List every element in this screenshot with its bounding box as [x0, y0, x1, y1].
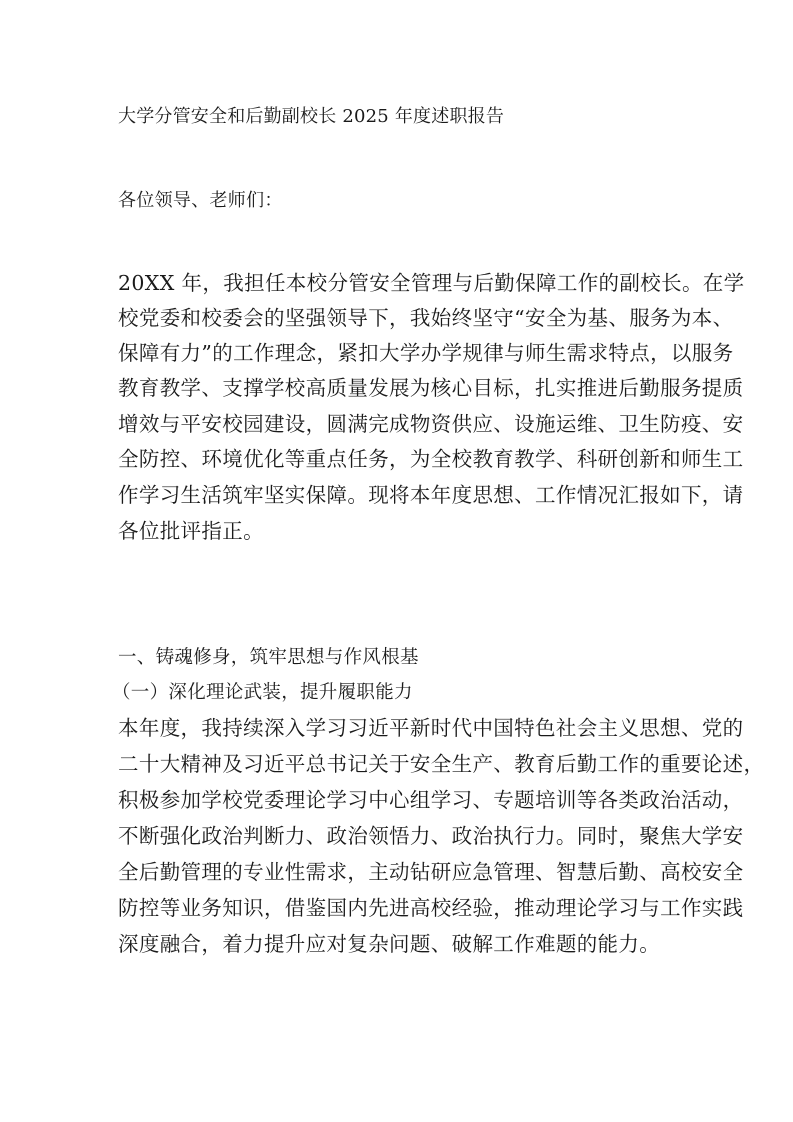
paragraph-line: 全防控、环境优化等重点任务，为全校教育教学、科研创新和师生工: [118, 447, 744, 471]
paragraph-line: 20XX 年，我担任本校分管安全管理与后勤保障工作的副校长。在学: [118, 271, 745, 295]
paragraph-line: 防控等业务知识，借鉴国内先进高校经验，推动理论学习与工作实践: [118, 896, 744, 920]
section-heading: 一、铸魂修身，筑牢思想与作风根基: [118, 647, 419, 668]
paragraph-line: 作学习生活筑牢坚实保障。现将本年度思想、工作情况汇报如下，请: [118, 483, 744, 507]
document-title: 大学分管安全和后勤副校长 2025 年度述职报告: [118, 106, 505, 127]
paragraph-line: 增效与平安校园建设，圆满完成物资供应、设施运维、卫生防疫、安: [118, 412, 744, 436]
paragraph-line: 深度融合，着力提升应对复杂问题、破解工作难题的能力。: [118, 932, 661, 956]
paragraph-line: 本年度，我持续深入学习习近平新时代中国特色社会主义思想、党的: [118, 716, 744, 740]
paragraph-line: 全后勤管理的专业性需求，主动钻研应急管理、智慧后勤、高校安全: [118, 860, 744, 884]
paragraph-line: 各位批评指正。: [118, 519, 264, 543]
paragraph-line: 教育教学、支撑学校高质量发展为核心目标，扎实推进后勤服务提质: [118, 376, 744, 400]
paragraph-line: 校党委和校委会的坚强领导下，我始终坚守“安全为基、服务为本、: [118, 306, 734, 330]
subsection-heading: （一）深化理论武装，提升履职能力: [112, 682, 413, 703]
paragraph-line: 保障有力”的工作理念，紧扣大学办学规律与师生需求特点，以服务: [118, 341, 734, 365]
greeting: 各位领导、老师们：: [118, 190, 283, 211]
paragraph-line: 二十大精神及习近平总书记关于安全生产、教育后勤工作的重要论述，: [118, 752, 765, 776]
paragraph-line: 不断强化政治判断力、政治领悟力、政治执行力。同时，聚焦大学安: [118, 824, 744, 848]
paragraph-line: 积极参加学校党委理论学习中心组学习、专题培训等各类政治活动，: [118, 788, 744, 812]
